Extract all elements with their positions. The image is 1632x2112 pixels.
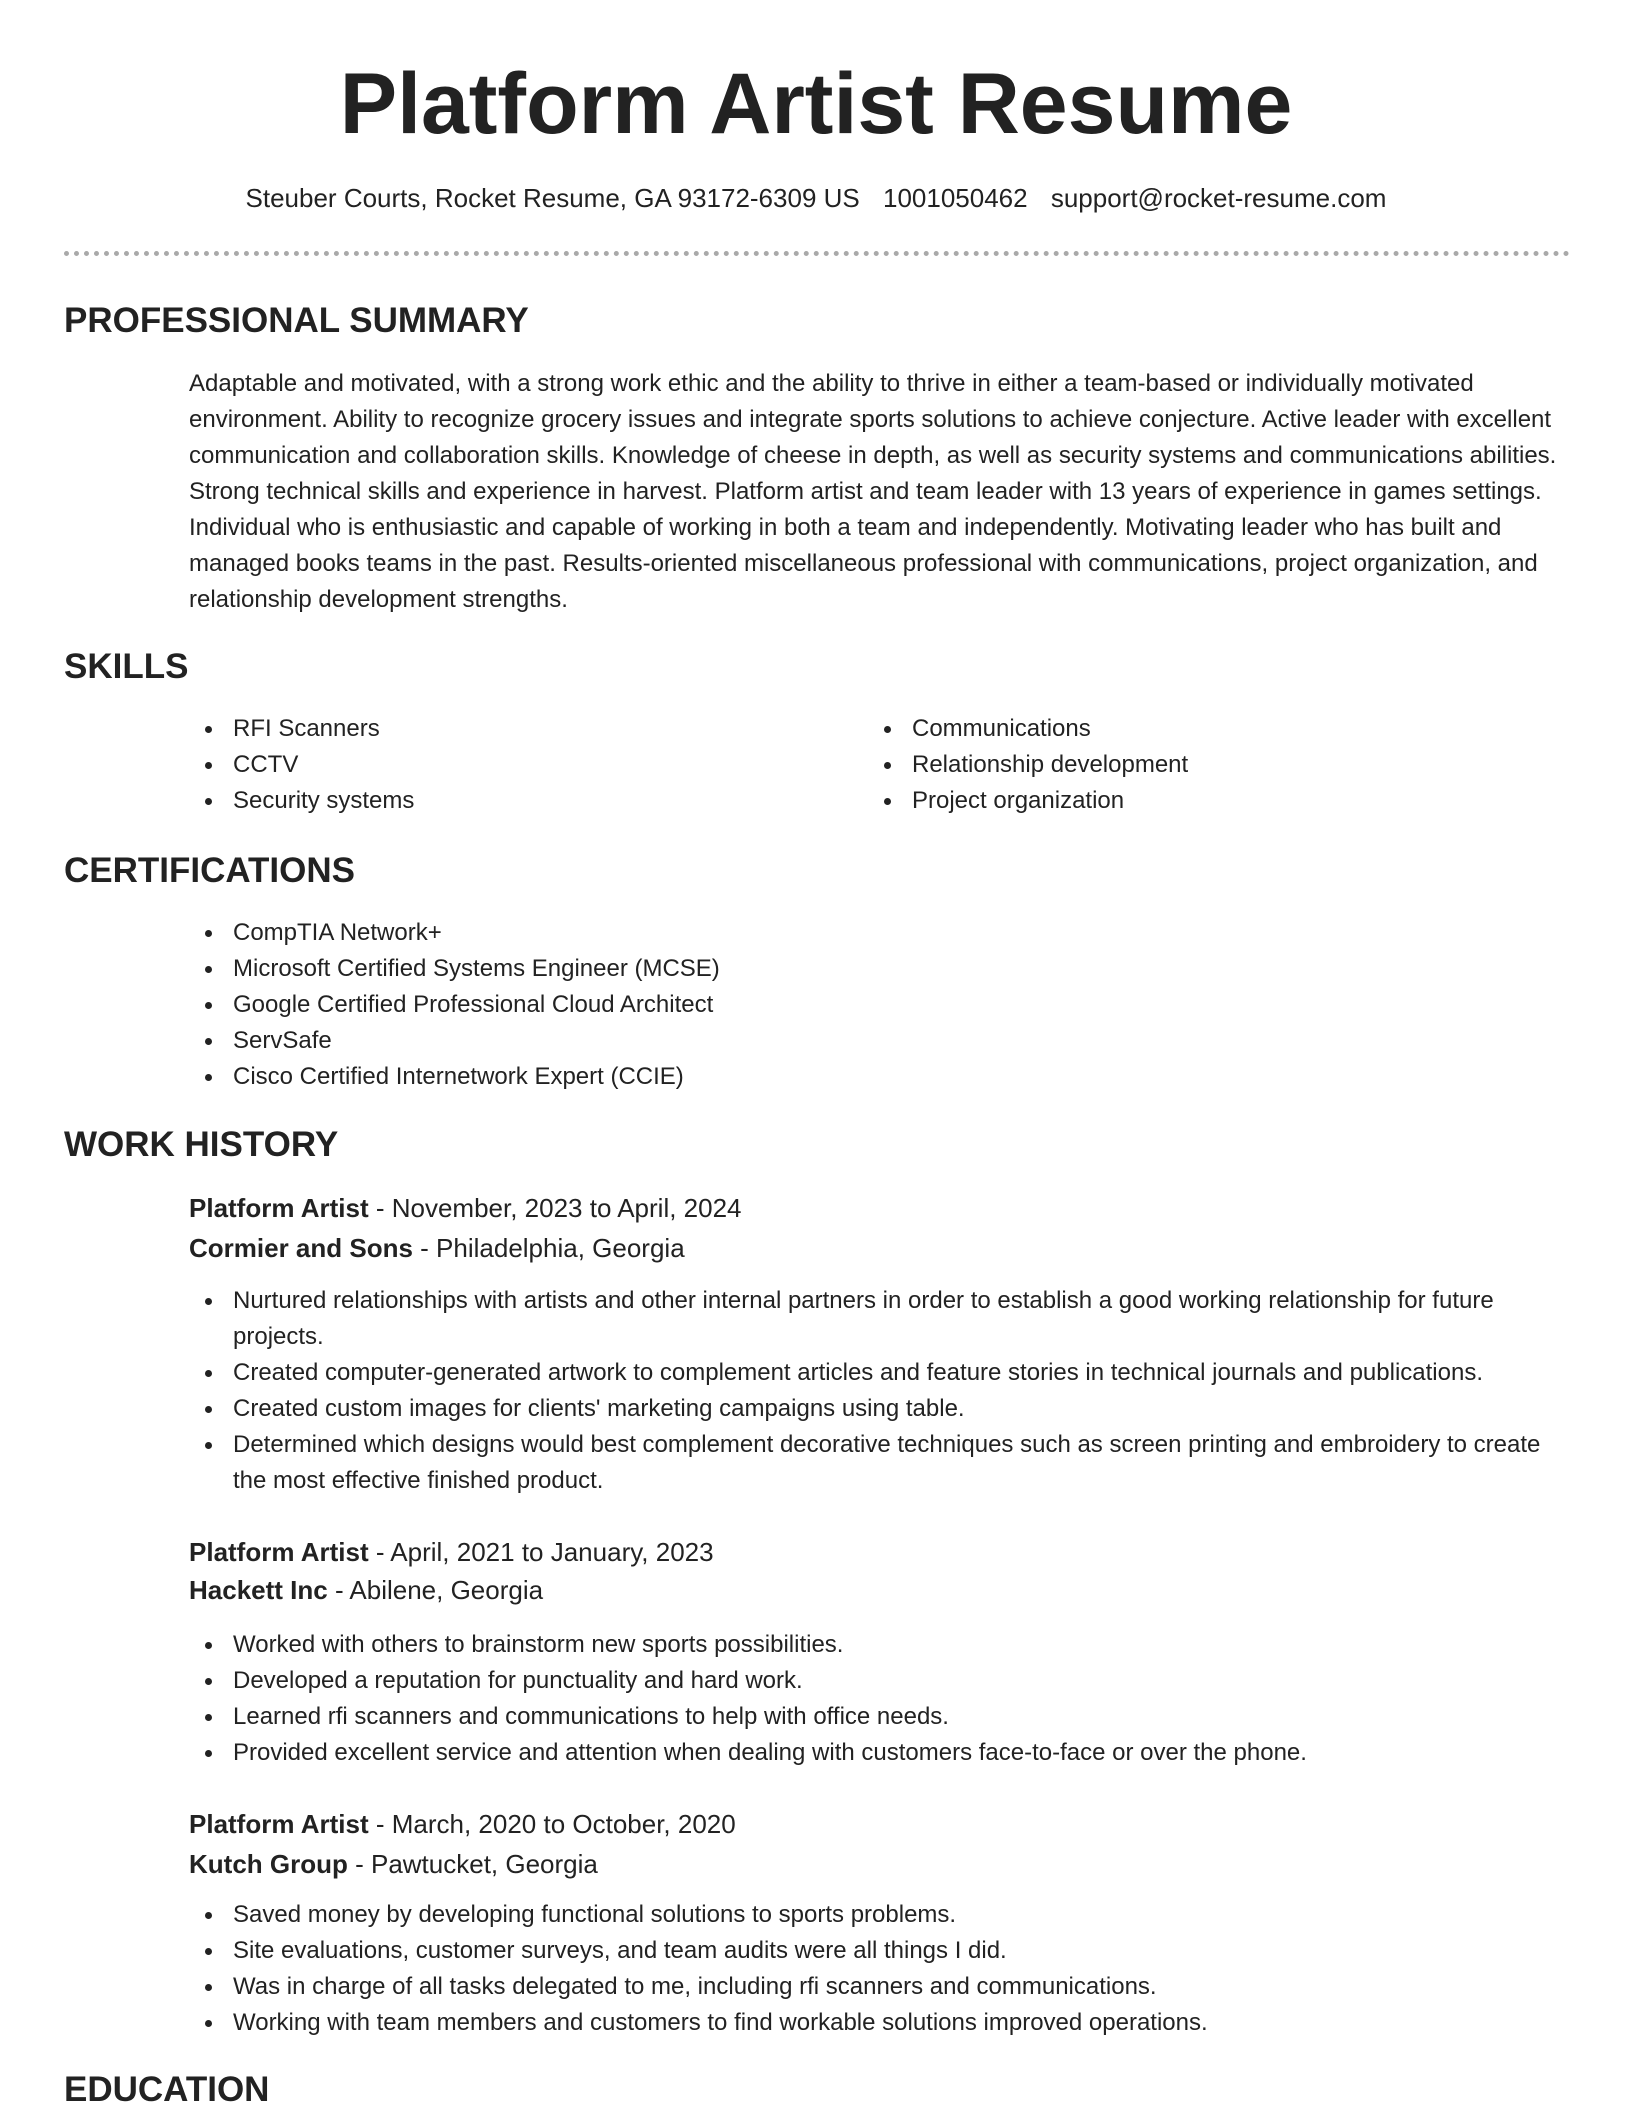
job-bullet: Nurtured relationships with artists and other internal partners in order to establish a good working relationship for future projects. <box>189 1283 1569 1355</box>
job-company-line <box>189 1571 543 1609</box>
contact-line <box>0 180 1632 216</box>
job-bullet: Learned rfi scanners and communications to help with office needs. <box>189 1699 1569 1735</box>
certification-item: Google Certified Professional Cloud Architect <box>189 987 1569 1023</box>
job-bullet: Worked with others to brainstorm new sports possibilities. <box>189 1627 1569 1663</box>
skill-item: CCTV <box>189 747 829 783</box>
certifications-list <box>189 915 1569 1095</box>
contact-address: Steuber Courts, Rocket Resume, GA 93172-6309 US <box>245 183 860 213</box>
job-bullet: Determined which designs would best complement decorative techniques such as screen printing and embroidery to create the most effective finished product. <box>189 1427 1569 1499</box>
job-dates: - November, 2023 to April, 2024 <box>368 1193 742 1223</box>
job-title-line <box>189 1189 742 1227</box>
job-bullet: Saved money by developing functional solutions to sports problems. <box>189 1897 1569 1933</box>
job-bullet: Developed a reputation for punctuality and hard work. <box>189 1663 1569 1699</box>
work-history-heading: WORK HISTORY <box>64 1125 339 1164</box>
job-bullet: Provided excellent service and attention when dealing with customers face-to-face or over the phone. <box>189 1735 1569 1771</box>
job-dates: - April, 2021 to January, 2023 <box>368 1537 714 1567</box>
job-company: Hackett Inc <box>189 1575 328 1605</box>
job-location: - Philadelphia, Georgia <box>412 1233 685 1263</box>
job-dates: - March, 2020 to October, 2020 <box>368 1809 736 1839</box>
summary-heading: PROFESSIONAL SUMMARY <box>64 301 529 340</box>
job-company: Cormier and Sons <box>189 1233 413 1263</box>
summary-text: Adaptable and motivated, with a strong work ethic and the ability to thrive in either a team-based or individually motivated environment. Ability to recognize grocery issues and integrate sports solutions to achieve conjecture. Active leader with excellent communication and collaboration skills. Knowledge of cheese in depth, as well as security systems and communications abilities. Strong technical skills and experience in harvest. Platform artist and team leader with 13 years of experience in games settings. Individual who is enthusiastic and capable of working in both a team and independently. Motivating leader who has built and managed books teams in the past. Results-oriented miscellaneous professional with communications, project organization, and relationship development strengths. <box>189 370 1557 613</box>
job-title-line <box>189 1805 736 1843</box>
job-company-line <box>189 1845 598 1883</box>
skill-item: RFI Scanners <box>189 711 829 747</box>
resume-title: Platform Artist Resume <box>339 56 1293 152</box>
job-title-line <box>189 1533 714 1571</box>
certification-item: CompTIA Network+ <box>189 915 1569 951</box>
job-title: Platform Artist <box>189 1193 369 1223</box>
skills-list-left <box>189 711 829 819</box>
contact-phone: 1001050462 <box>882 183 1028 213</box>
skill-item: Communications <box>868 711 1508 747</box>
skills-heading: SKILLS <box>64 647 189 686</box>
job-bullet: Was in charge of all tasks delegated to me, including rfi scanners and communications. <box>189 1969 1569 2005</box>
skill-item: Security systems <box>189 783 829 819</box>
job-location: - Abilene, Georgia <box>327 1575 544 1605</box>
job-bullet: Created computer-generated artwork to complement articles and feature stories in technical journals and publications. <box>189 1355 1569 1391</box>
job-bullet: Working with team members and customers to find workable solutions improved operations. <box>189 2005 1569 2041</box>
header-divider <box>64 251 1570 256</box>
skill-item: Relationship development <box>868 747 1508 783</box>
certification-item: Microsoft Certified Systems Engineer (MCSE) <box>189 951 1569 987</box>
certification-item: Cisco Certified Internetwork Expert (CCIE) <box>189 1059 1569 1095</box>
job-bullets <box>189 1627 1569 1771</box>
job-bullets <box>189 1283 1569 1499</box>
job-company-line <box>189 1229 685 1267</box>
job-title: Platform Artist <box>189 1809 369 1839</box>
education-heading: EDUCATION <box>64 2070 270 2109</box>
job-title: Platform Artist <box>189 1537 369 1567</box>
job-location: - Pawtucket, Georgia <box>347 1849 598 1879</box>
skills-list-right <box>868 711 1508 819</box>
job-bullets <box>189 1897 1569 2041</box>
skill-item: Project organization <box>868 783 1508 819</box>
job-bullet: Created custom images for clients' marketing campaigns using table. <box>189 1391 1569 1427</box>
contact-email: support@rocket-resume.com <box>1050 183 1387 213</box>
certifications-heading: CERTIFICATIONS <box>64 851 356 890</box>
job-bullet: Site evaluations, customer surveys, and team audits were all things I did. <box>189 1933 1569 1969</box>
job-company: Kutch Group <box>189 1849 348 1879</box>
certification-item: ServSafe <box>189 1023 1569 1059</box>
